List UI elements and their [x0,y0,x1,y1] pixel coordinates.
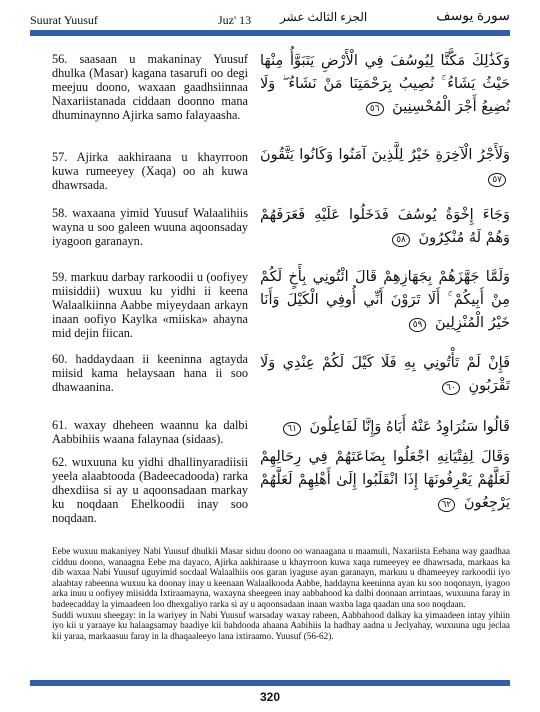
arabic-text: وَلَمَّا جَهَّزَهُمْ بِجَهَازِهِمْ قَالَ ائْتُونِي بِأَخٍ لَكُمْ مِنْ أَبِيكُمْ ۚ أَلَا تَرَوْنَ أَنِّي أُوفِي الْكَيْلَ وَأَنَا خَيْرُ الْمُنْزِلِينَ [260,269,510,331]
commentary-paragraph: Suddi wuxuu sheegay: in la wariyey in Nabi Yuusuf warsaday waxay rabeen, Aabbahood dalkay ka yimaadeen intay yihiin iyo kii u yaraaye ku halaagsamay baadiye kii bahdooda ahaana Aabihiis la hadhay aadna u Jeclyahay, wuxuuna ugu jeclaa kii yaraa, markaasuu faray in la dhaqaaleeyo lana ixtiraamo. Yuusuf (56-62). [52,609,510,641]
verse-number-marker: ٥٦ [366,102,384,116]
verse-translation-60: 60. haddaydaan ii keeninna agtayda miisid kama helaysaan hana ii soo dhawaanina. [52,352,248,394]
verse-translation-62: 62. wuxuuna ku yidhi dhallinyaradiisii yeela alaabtooda (Badeecadooda) rarka dhexdiisa si ay u aqoonsadaan markay ku noqdaan Ehelkoodii inay soo noqdaan. [52,455,248,525]
verse-arabic-61 [260,416,510,439]
bottom-divider [30,680,510,686]
verse-number-marker: ٦٠ [442,381,460,395]
arabic-text: فَإِنْ لَمْ تَأْتُونِي بِهِ فَلَا كَيْلَ لَكُمْ عِنْدِي وَلَا تَقْرَبُونِ [260,355,510,394]
arabic-text: وَجَاءَ إِخْوَةُ يُوسُفَ فَدَخَلُوا عَلَيْهِ فَعَرَفَهُمْ وَهُمْ لَهُ مُنْكِرُونَ [260,207,510,246]
arabic-text: وَقَالَ لِفِتْيَانِهِ اجْعَلُوا بِضَاعَتَهُمْ فِي رِحَالِهِمْ لَعَلَّهُمْ يَعْرِفُونَهَا إِذَا انْقَلَبُوا إِلَىٰ أَهْلِهِمْ لَعَلَّهُمْ يَرْجِعُونَ [260,449,510,511]
verse-translation-57: 57. Ajirka aakhiraana u khayrroon kuwa rumeeyey (Xaqa) oo ah kuwa dhawrsada. [52,150,248,192]
verse-number-marker: ٥٧ [488,173,506,187]
verse-number-marker: ٦١ [283,422,301,436]
commentary-paragraph: Eebe wuxuu makaniyey Nabi Yuusuf dhulkii Masar siduu doono oo wanaagana u maamuli, Naxariista Eebana way gaadhaa cidduu doono, wanaagna Eebe ma dayaco, Ajirka aakhiraase u khayrroon kuwa xaqa rumeeyey ee dhawrsada, markaas ka dib waxaa Nabi Yuusuf uguyimid socdaal Walaalhiis oos garan iyaguse ayan garanayn, markuu u dhameeyey rarkoodii iyo alaabtay rabeenna wuxuu ka doonay inay u keenaan Walaalkooda Aabbe, haddayna keeninna ayan ku soo noqonayn, iyagoo arka inuu u oofiyey miisidda Ixtiraamayna, waxayna sheegeen inay aabbahood ka dalbi doonaan arrintaas, wuxuuna faray in badeecadday la yimaadeen loo dhexgaliyo rarka si ay u aqoonsadaan inaan waxba laga qaadan una soo noqdaan. [52,546,510,609]
verse-arabic-62 [260,446,510,515]
arabic-text: وَكَذَٰلِكَ مَكَّنَّا لِيُوسُفَ فِي الْأَرْضِ يَتَبَوَّأُ مِنْهَا حَيْثُ يَشَاءُ ۚ نُصِيبُ بِرَحْمَتِنَا مَنْ نَشَاءُ ۖ وَلَا نُضِيعُ أَجْرَ الْمُحْسِنِينَ [260,53,510,115]
arabic-text: قَالُوا سَنُرَاوِدُ عَنْهُ أَبَاهُ وَإِنَّا لَفَاعِلُونَ [309,419,510,435]
verse-translation-59: 59. markuu darbay rarkoodii u (oofiyey miisiddii) wuxuu ku yidhi ii keena Walaalkiinna Aabbe miyeydaan arkayn inaan oofiyo Kaylka «miiska» ahayna mid dejin fiican. [52,270,248,340]
surah-arabic: سورة يوسف [436,9,510,24]
verse-arabic-59 [260,266,510,335]
verse-number-marker: ٦٢ [438,498,456,512]
arabic-text: وَلَأَجْرُ الْآخِرَةِ خَيْرٌ لِلَّذِينَ آمَنُوا وَكَانُوا يَتَّقُونَ [260,147,510,163]
juz-label: Juz' 13 [218,13,252,27]
top-divider [30,30,510,36]
verse-arabic-58 [260,204,510,250]
page-number: 320 [259,690,281,704]
page-header [30,8,510,30]
verse-arabic-57 [260,144,510,190]
verse-arabic-56 [260,50,510,119]
juz-arabic: الجزء الثالث عشر [280,10,368,24]
verse-number-marker: ٥٩ [409,318,427,332]
verse-translation-56: 56. saasaan u makaninay Yuusuf dhulka (Masar) kagana tasarufi oo degi meejuu doono, waxaan gaadhsiinnaa Naxariistanada ciddaan doonno mana dhuminaynno Ajirka samo falayaasha. [52,52,248,122]
verse-translation-58: 58. waxaana yimid Yuusuf Walaalihiis wayna u soo galeen wuuna aqoonsaday iyagoon garanayn. [52,206,248,248]
verse-arabic-60 [260,352,510,398]
verse-number-marker: ٥٨ [392,233,410,247]
commentary [52,546,510,641]
surah-name: Suurat Yuusuf [30,13,98,27]
verse-translation-61: 61. waxay dheheen waannu ka dalbi Aabbihiis waana falaynaa (sidaas). [52,418,248,446]
